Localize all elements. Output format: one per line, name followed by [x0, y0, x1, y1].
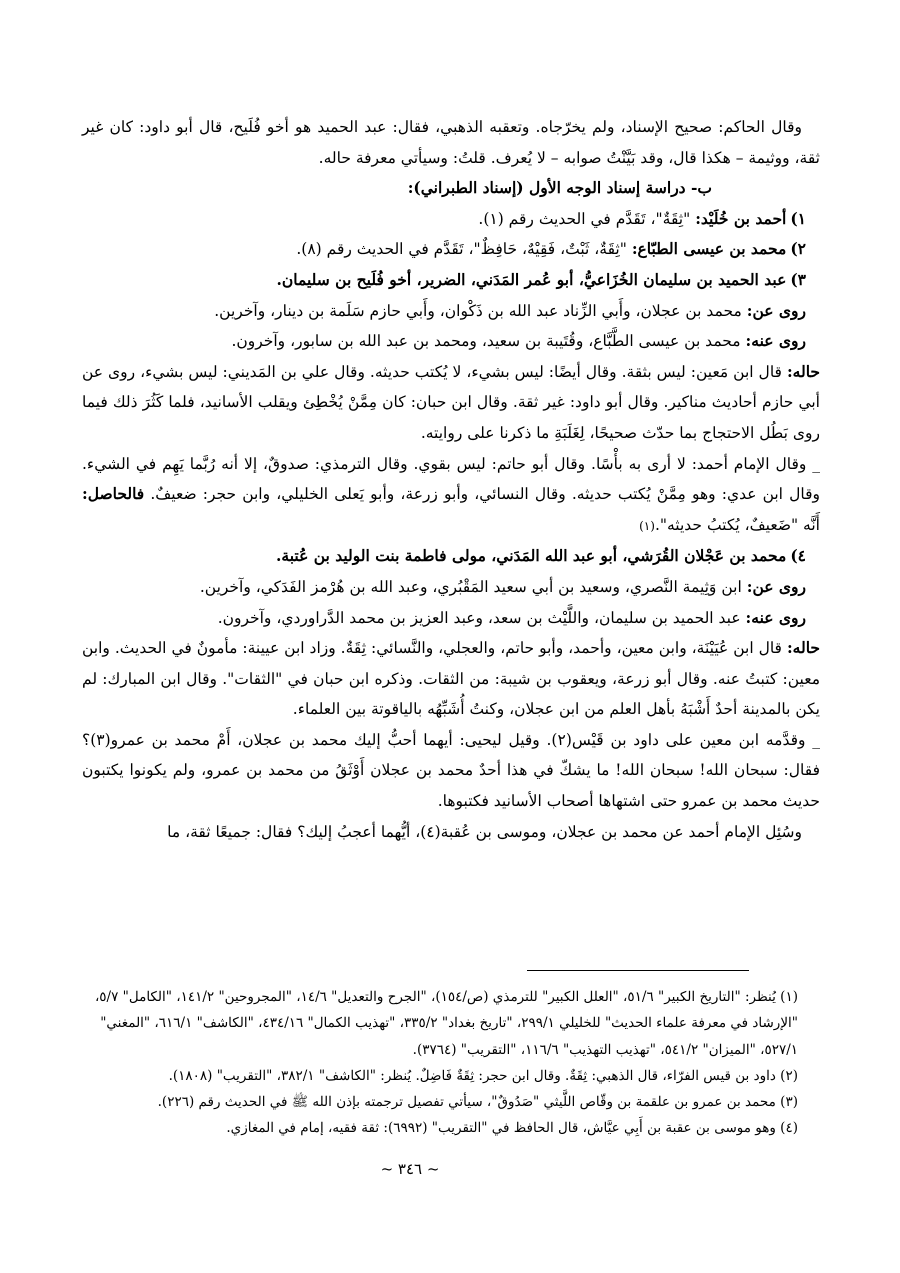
footnote-4: (٤) وهو موسى بن عقبة بن أَبِي عيَّاش، قال الحافظ في "التقريب" (٦٩٩٢): ثقة فقيه، إمام في المغازي. [226, 1120, 798, 1137]
narrator-4-narrated-from [82, 572, 820, 603]
narrator-3-narrated-from [82, 296, 820, 327]
narrator-4-students: عبد الحميد بن سليمان، واللَّيْث بن سعد، وعبد العزيز بن محمد الدَّراوردي، وآخرون. [217, 608, 741, 627]
footnote-1: (١) يُنظر: "التاريخ الكبير" ٥١/٦، "العلل الكبير" للترمذي (ص/١٥٤)، "الجرح والتعديل" ١٤/٦، "المجروحين" ١٤١/٢، "الكامل" ٥/٧، "الإرشاد في معرفة علماء الحديث" للخليلي ٢٩٩/١، "تاريخ بغداد" ٣٣٥/٢، "تهذيب الكمال" ٤٣٤/١٦، "الكاشف" ٦١٦/١، "المغني" ٥٢٧/١، "الميزان" ٥٤١/٢، "تهذيب التهذيب" ١١٦/٦، "التقريب" (٣٧٦٤). [94, 989, 798, 1058]
narrator-3-conclusion: أَنَّه "ضَعيفٌ، يُكتبُ حديثه". [654, 515, 820, 534]
narrator-3-number: ٣) [790, 269, 806, 289]
section-heading: ب- دراسة إسناد الوجه الأول (إسناد الطبراني): [407, 178, 712, 198]
narrator-1-number: ١) [790, 208, 806, 228]
narrator-4-name: محمد بن عَجْلان القُرَشي، أبو عبد الله المَدَني، مولى فاطمة بنت الوليد بن عُتبة. [276, 546, 787, 566]
footnote-3: (٣) محمد بن عمرو بن علقمة بن وقّاص اللَّيثي "صَدُوقٌ"، سيأتي تفصيل ترجمته بإذن الله ﷺ في الحديث رقم (٢٢٦). [157, 1094, 798, 1111]
narrator-4-teachers: ابن وَثِيمة النَّصري، وسعيد بن أبي سعيد المَقْبُري، وعبد الله بن هُرْمز الفَدَكي، وآخرين. [199, 577, 742, 596]
narrator-3 [82, 265, 820, 296]
narrator-3-status-text: قال ابن مَعين: ليس بثقة. وقال أيضًا: ليس بشيء، لا يُكتب حديثه. وقال علي بن المَديني: ليس بشيء، روى عن أبي حازم أحاديث مناكير. وقال أبو داود: غير ثقة. وقال ابن حبان: كان مِمَّنْ يُخْطِئ ويقلب الأسانيد، فلما كَثُرَ ذلك فيما روى بَطُل الاحتجاج بما حدّث صحيحًا، لِغَلَبَةِ ما ذكرنا على روايته. [82, 362, 820, 442]
narrator-3-status [82, 357, 820, 449]
narrator-3-status-more [82, 449, 820, 542]
narrator-4-number: ٤) [790, 546, 806, 566]
paragraph-hakim: وقال الحاكم: صحيح الإسناد، ولم يخرّجاه. وتعقبه الذهبي، فقال: عبد الحميد هو أخو فُلَيح، قال أبو داود: كان غير ثقة، ووثيمة – هكذا قال، وقد بَيَّنْتُ صوابه – لا يُعرف. قلتُ: وسيأتي معرفة حاله. [82, 118, 820, 167]
narrator-3-name: عبد الحميد بن سليمان الخُزَاعيُّ، أبو عُمر المَدَني، الضرير، أخو فُلَيح بن سليمان. [276, 269, 787, 289]
narrator-3-teachers: محمد بن عجلان، وأَبي الزِّناد عبد الله بن ذَكْوان، وأَبي حازم سَلَمة بن دينار، وآخرين. [214, 301, 742, 320]
label-narrated-from: روى عن: [746, 300, 806, 320]
narrator-2-name: محمد بن عيسى الطبّاع: [631, 239, 787, 259]
narrator-4-status [82, 633, 820, 725]
narrator-2 [82, 234, 820, 265]
narrator-4-status-more: _ وقدَّمه ابن معين على داود بن قَيْس(٢). وقيل ليحيى: أيهما أحبُّ إليك محمد بن عجلان، أَمْ محمد بن عمرو(٣)؟ فقال: سبحان الله! سبحان الله! ما يشكّ في هذا أحدٌ محمد بن عجلان أَوْثَقُ من محمد بن عمرو، ولم يكونوا يكتبون حديث محمد بن عمرو حتى اشتهاها أصحاب الأسانيد فكتبوها. [82, 730, 820, 811]
label-narrated-by: روى عنه: [745, 331, 806, 351]
narrator-3-more-text: _ وقال الإمام أحمد: لا أرى به بأْسًا. وقال أبو حاتم: ليس بقوي. وقال الترمذي: صدوقٌ، إلا أنه رُبَّما يَهِم في الشيء. وقال ابن عدي: وهو مِمَّنْ يُكتب حديثه. وقال النسائي، وأبو زرعة، وأبو يَعلى الخليلي، وابن حجر: ضعيفٌ. [82, 454, 820, 504]
narrator-3-narrated-by [82, 326, 820, 357]
page-number: ~ ٣٤٦ ~ [380, 1160, 440, 1178]
narrator-4 [82, 541, 820, 572]
footnotes [82, 984, 812, 1142]
main-text [82, 112, 820, 847]
label-status: حاله: [786, 361, 820, 381]
narrator-3-students: محمد بن عيسى الطَّبَّاع، وقُتَيبة بن سعيد، ومحمد بن عبد الله بن سابور، وآخرون. [231, 332, 741, 351]
narrator-4-ahmad-question: وسُئِل الإمام أحمد عن محمد بن عجلان، وموسى بن عُقبة(٤)، أيُّهما أعجبُ إليك؟ فقال: جميعًا ثقة، ما [167, 822, 802, 841]
label-narrated-by-4: روى عنه: [745, 607, 806, 627]
label-narrated-from-4: روى عن: [746, 576, 806, 596]
footnote-ref-1: (١) [639, 518, 655, 533]
narrator-1-name: أحمد بن خُلَيْد: [695, 208, 787, 228]
footnote-2: (٢) داود بن قيس الفرّاء، قال الذهبي: ثِقَةٌ. وقال ابن حجر: ثِقَةٌ فَاضِلٌ. يُنظر: "الكاشف" ٣٨٢/١، "التقريب" (١٨٠٨). [168, 1067, 798, 1084]
footnote-separator [527, 970, 749, 971]
label-conclusion: فالحاصل: [82, 484, 145, 504]
narrator-1 [82, 204, 820, 235]
narrator-4-narrated-by [82, 603, 820, 634]
label-status-4: حاله: [786, 638, 821, 658]
narrator-1-text: "ثِقَةٌ"، تَقَدَّم في الحديث رقم (١). [478, 209, 691, 228]
narrator-2-text: "ثِقَةٌ، ثَبْتٌ، فَقِيْهٌ، حَافِظٌ"، تَقَدَّم في الحديث رقم (٨). [296, 240, 627, 259]
narrator-4-status-text: قال ابن عُيَيْنَة، وابن معين، وأحمد، وأبو حاتم، والعجلي، والنَّسائي: ثِقَةٌ. وزاد ابن عيينة: مأمونٌ في الحديث. وابن معين: كتبتُ عنه. وقال أبو زرعة، ويعقوب بن شيبة: من الثقات. وذكره ابن حبان في "الثقات". وقال ابن المبارك: لم يكن بالمدينة أحدٌ أَشْبَهُ بأهل العلم من ابن عجلان، وكنتُ أُشَبِّهُه بالياقوتة بين العلماء. [82, 639, 820, 719]
narrator-2-number: ٢) [790, 239, 806, 259]
